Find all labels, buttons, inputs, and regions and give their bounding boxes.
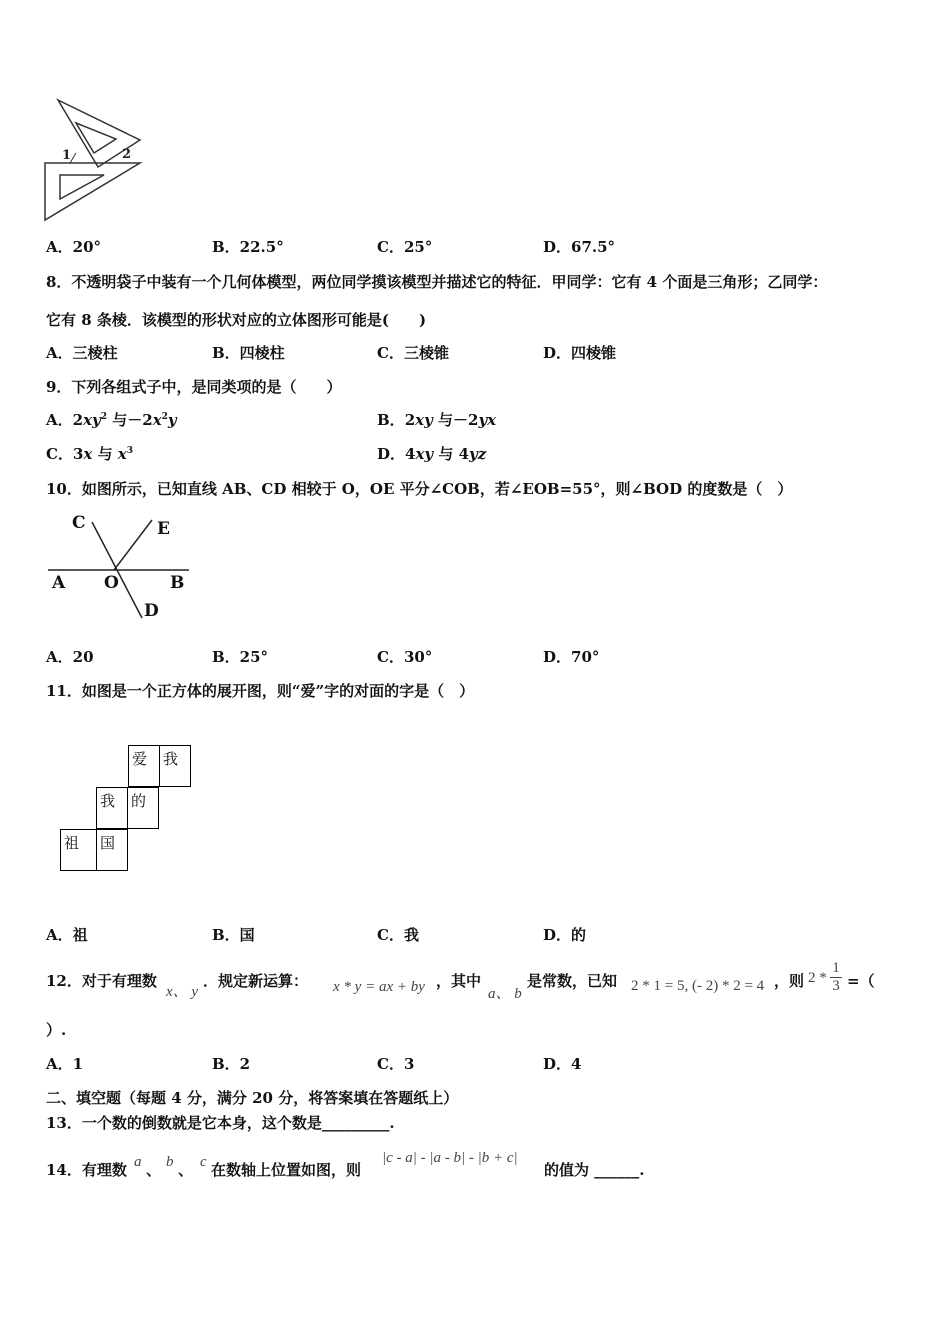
net-cell-de: 的 <box>127 787 159 829</box>
q12-fraction <box>830 960 842 995</box>
q11-option-b[interactable]: B．国 <box>212 926 255 944</box>
q8-option-c[interactable]: C．三棱锥 <box>377 344 449 362</box>
q11-option-a[interactable]: A．祖 <box>46 926 88 944</box>
net-cell-guo: 国 <box>96 829 128 871</box>
q9-stem: 9．下列各组式子中，是同类项的是（ ） <box>46 378 342 396</box>
q14-part2: 在数轴上位置如图，则 <box>211 1161 362 1179</box>
net-cell-ai: 爱 <box>128 745 160 787</box>
q12-option-a[interactable]: A．1 <box>46 1055 84 1073</box>
q12-stem-line2: ）. <box>46 1021 67 1039</box>
q14-sep1: 、 <box>146 1161 162 1179</box>
section-heading: 二、填空题（每题 4 分，满分 20 分，将答案填在答题纸上） <box>46 1089 459 1107</box>
q12-stem-part2: ．规定新运算： <box>203 972 309 990</box>
label-d: D <box>144 601 159 621</box>
angle-label-2: 2 <box>122 147 132 162</box>
q12-frac-den: 3 <box>830 977 842 995</box>
q7-option-b[interactable]: B．22.5° <box>212 238 284 256</box>
q12-ask-post: =（ <box>847 972 875 990</box>
label-o: O <box>104 573 119 593</box>
q14-part3: 的值为 ______. <box>544 1161 645 1179</box>
label-c: C <box>72 513 86 533</box>
q8-stem-line1: 8．不透明袋子中装有一个几何体模型，两位同学摸该模型并描述它的特征．甲同学：它有 4 个面是三角形；乙同学： <box>46 273 828 291</box>
q11-option-c[interactable]: C．我 <box>377 926 419 944</box>
q10-option-d[interactable]: D．70° <box>543 648 600 666</box>
q14-sep2: 、 <box>178 1161 194 1179</box>
q9-option-d[interactable]: D．4xy 与 4yz <box>377 445 487 463</box>
q10-option-c[interactable]: C．30° <box>377 648 433 666</box>
q9-option-b[interactable]: B．2xy 与－2yx <box>377 411 497 429</box>
q14-var-a: a <box>134 1154 142 1170</box>
q7-option-c[interactable]: C．25° <box>377 238 433 256</box>
q14-expression: |c - a| - |a - b| - |b + c| <box>382 1150 518 1166</box>
net-cell-wo: 我 <box>96 787 128 829</box>
q7-option-d[interactable]: D．67.5° <box>543 238 616 256</box>
q8-option-d[interactable]: D．四棱锥 <box>543 344 617 362</box>
q14-part1: 14．有理数 <box>46 1161 127 1179</box>
q8-option-a[interactable]: A．三棱柱 <box>46 344 118 362</box>
q12-stem-part5: ，则 <box>774 972 805 990</box>
q10-option-a[interactable]: A．20 <box>46 648 94 666</box>
label-b: B <box>170 573 185 593</box>
q10-stem: 10．如图所示，已知直线 AB、CD 相较于 O，OE 平分∠COB，若∠EOB=55°，则∠BOD 的度数是（ ） <box>46 480 793 498</box>
q13-text: 13．一个数的倒数就是它本身，这个数是_________. <box>46 1114 395 1132</box>
q12-consts: a、 b <box>488 986 522 1002</box>
q8-option-b[interactable]: B．四棱柱 <box>212 344 285 362</box>
q12-option-c[interactable]: C．3 <box>377 1055 415 1073</box>
net-cell-wo-top: 我 <box>159 745 191 787</box>
q7-option-a[interactable]: A．20° <box>46 238 102 256</box>
q12-option-d[interactable]: D．4 <box>543 1055 582 1073</box>
q12-stem-part1: 12．对于有理数 <box>46 972 157 990</box>
label-e: E <box>157 519 170 539</box>
q8-stem-line2: 它有 8 条棱．该模型的形状对应的立体图形可能是( ) <box>46 311 427 329</box>
intersecting-lines-figure <box>44 508 194 623</box>
q14-var-b: b <box>166 1154 174 1170</box>
q12-stem-part4: 是常数，已知 <box>527 972 618 990</box>
q14-var-c: c <box>200 1154 207 1170</box>
q12-given: 2 * 1 = 5, (- 2) * 2 = 4 <box>631 978 765 994</box>
label-a: A <box>52 573 66 593</box>
q9-option-c[interactable]: C．3x 与 $x^3$ <box>46 445 134 463</box>
q12-formula: x * y = ax + by <box>333 979 425 995</box>
q12-stem-part3: ，其中 <box>436 972 482 990</box>
q12-option-b[interactable]: B．2 <box>212 1055 251 1073</box>
net-cell-zu: 祖 <box>60 829 97 871</box>
q12-frac-num: 1 <box>832 960 840 976</box>
angle-label-1: 1 <box>62 148 72 163</box>
q12-ask-pre: 2 * <box>808 970 827 986</box>
q12-vars: x、 y <box>166 984 199 1000</box>
q9-option-a[interactable]: A．$2xy^2$ 与$-2x^2y$ <box>46 411 177 429</box>
q11-stem: 11．如图是一个正方体的展开图，则“爱”字的对面的字是（ ） <box>46 682 475 700</box>
q11-option-d[interactable]: D．的 <box>543 926 587 944</box>
q10-option-b[interactable]: B．25° <box>212 648 269 666</box>
set-squares-figure <box>40 95 150 225</box>
